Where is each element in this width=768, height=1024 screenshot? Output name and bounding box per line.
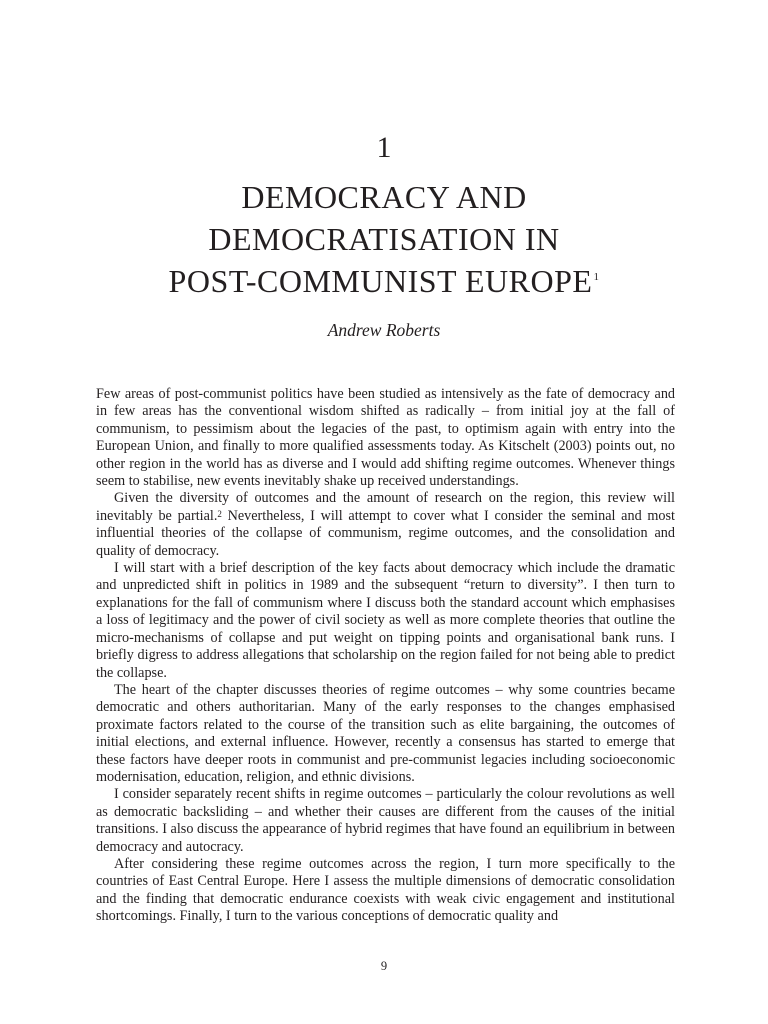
chapter-title [0, 176, 768, 302]
paragraph-1: Few areas of post-communist politics have been studied as intensively as the fate of democracy and in few areas has the conventional wisdom shifted as radically – from initial joy at the fall of communism, to pessimism about the legacies of the past, to optimism again with entry into the European Union, and finally to more qualified assessments today. As Kitschelt (2003) points out, no other region in the world has as diverse and I would add shifting regime outcomes. Whenever things seem to stabilise, new events inevitably shake up received understandings. [96, 386, 675, 490]
paragraph-5: I consider separately recent shifts in regime outcomes – particularly the colour revolutions as well as democratic backsliding – and whether their causes are different from the causes of the initial transitions. I also discuss the appearance of hybrid regimes that have found an equilibrium in between democracy and autocracy. [96, 786, 675, 855]
body-text [96, 386, 675, 926]
chapter-title-line-2: DEMOCRATISATION IN [208, 221, 560, 257]
chapter-title-line-1: DEMOCRACY AND [241, 179, 527, 215]
paragraph-4: The heart of the chapter discusses theories of regime outcomes – why some countries became democratic and others authoritarian. Many of the early responses to the changes emphasised proximate factors related to the course of the transition such as elite bargaining, the outcomes of initial elections, and external influence. However, recently a consensus has started to emerge that these factors have deeper roots in communist and pre-communist legacies including socioeconomic modernisation, education, religion, and ethnic divisions. [96, 681, 675, 785]
paragraph-2-text-before-ref: Given the diversity of outcomes and the amount of research on the region, this review will inevitably be partial. [96, 490, 675, 524]
author-name: Andrew Roberts [327, 320, 441, 340]
paragraph-6: After considering these regime outcomes across the region, I turn more specifically to the countries of East Central Europe. Here I assess the multiple dimensions of democratic consolidation and the finding that democratic endurance coexists with weak civic engagement and institutional shortcomings. Finally, I turn to the various conceptions of democratic quality and [96, 855, 675, 925]
chapter-title-line-3-text: POST-COMMUNIST EUROPE [168, 263, 593, 299]
paragraph-2 [96, 490, 675, 560]
footnote-ref-2[interactable]: 2 [217, 508, 222, 519]
paragraph-3: I will start with a brief description of the key facts about democracy which include the dramatic and unpredicted shift in politics in 1989 and the subsequent “return to diversity”. I then turn to explanations for the fall of communism where I discuss both the standard account which emphasises a loss of legitimacy and the power of civil society as well as more complete theories that outline the micro-mechanisms of collapse and put weight on tipping points and organisational bank runs. I briefly digress to address allegations that scholarship on the region failed for not being able to predict the collapse. [96, 560, 675, 681]
chapter-number: 1 [376, 131, 392, 164]
chapter-title-line-3 [0, 260, 768, 302]
page-number: 9 [380, 959, 388, 973]
title-footnote-ref[interactable]: 1 [593, 271, 600, 283]
paragraph-2-text-after-ref: Nevertheless, I will attempt to cover what I consider the seminal and most influential theories of the collapse of communism, regime outcomes, and the consolidation and quality of democracy. [96, 507, 675, 559]
